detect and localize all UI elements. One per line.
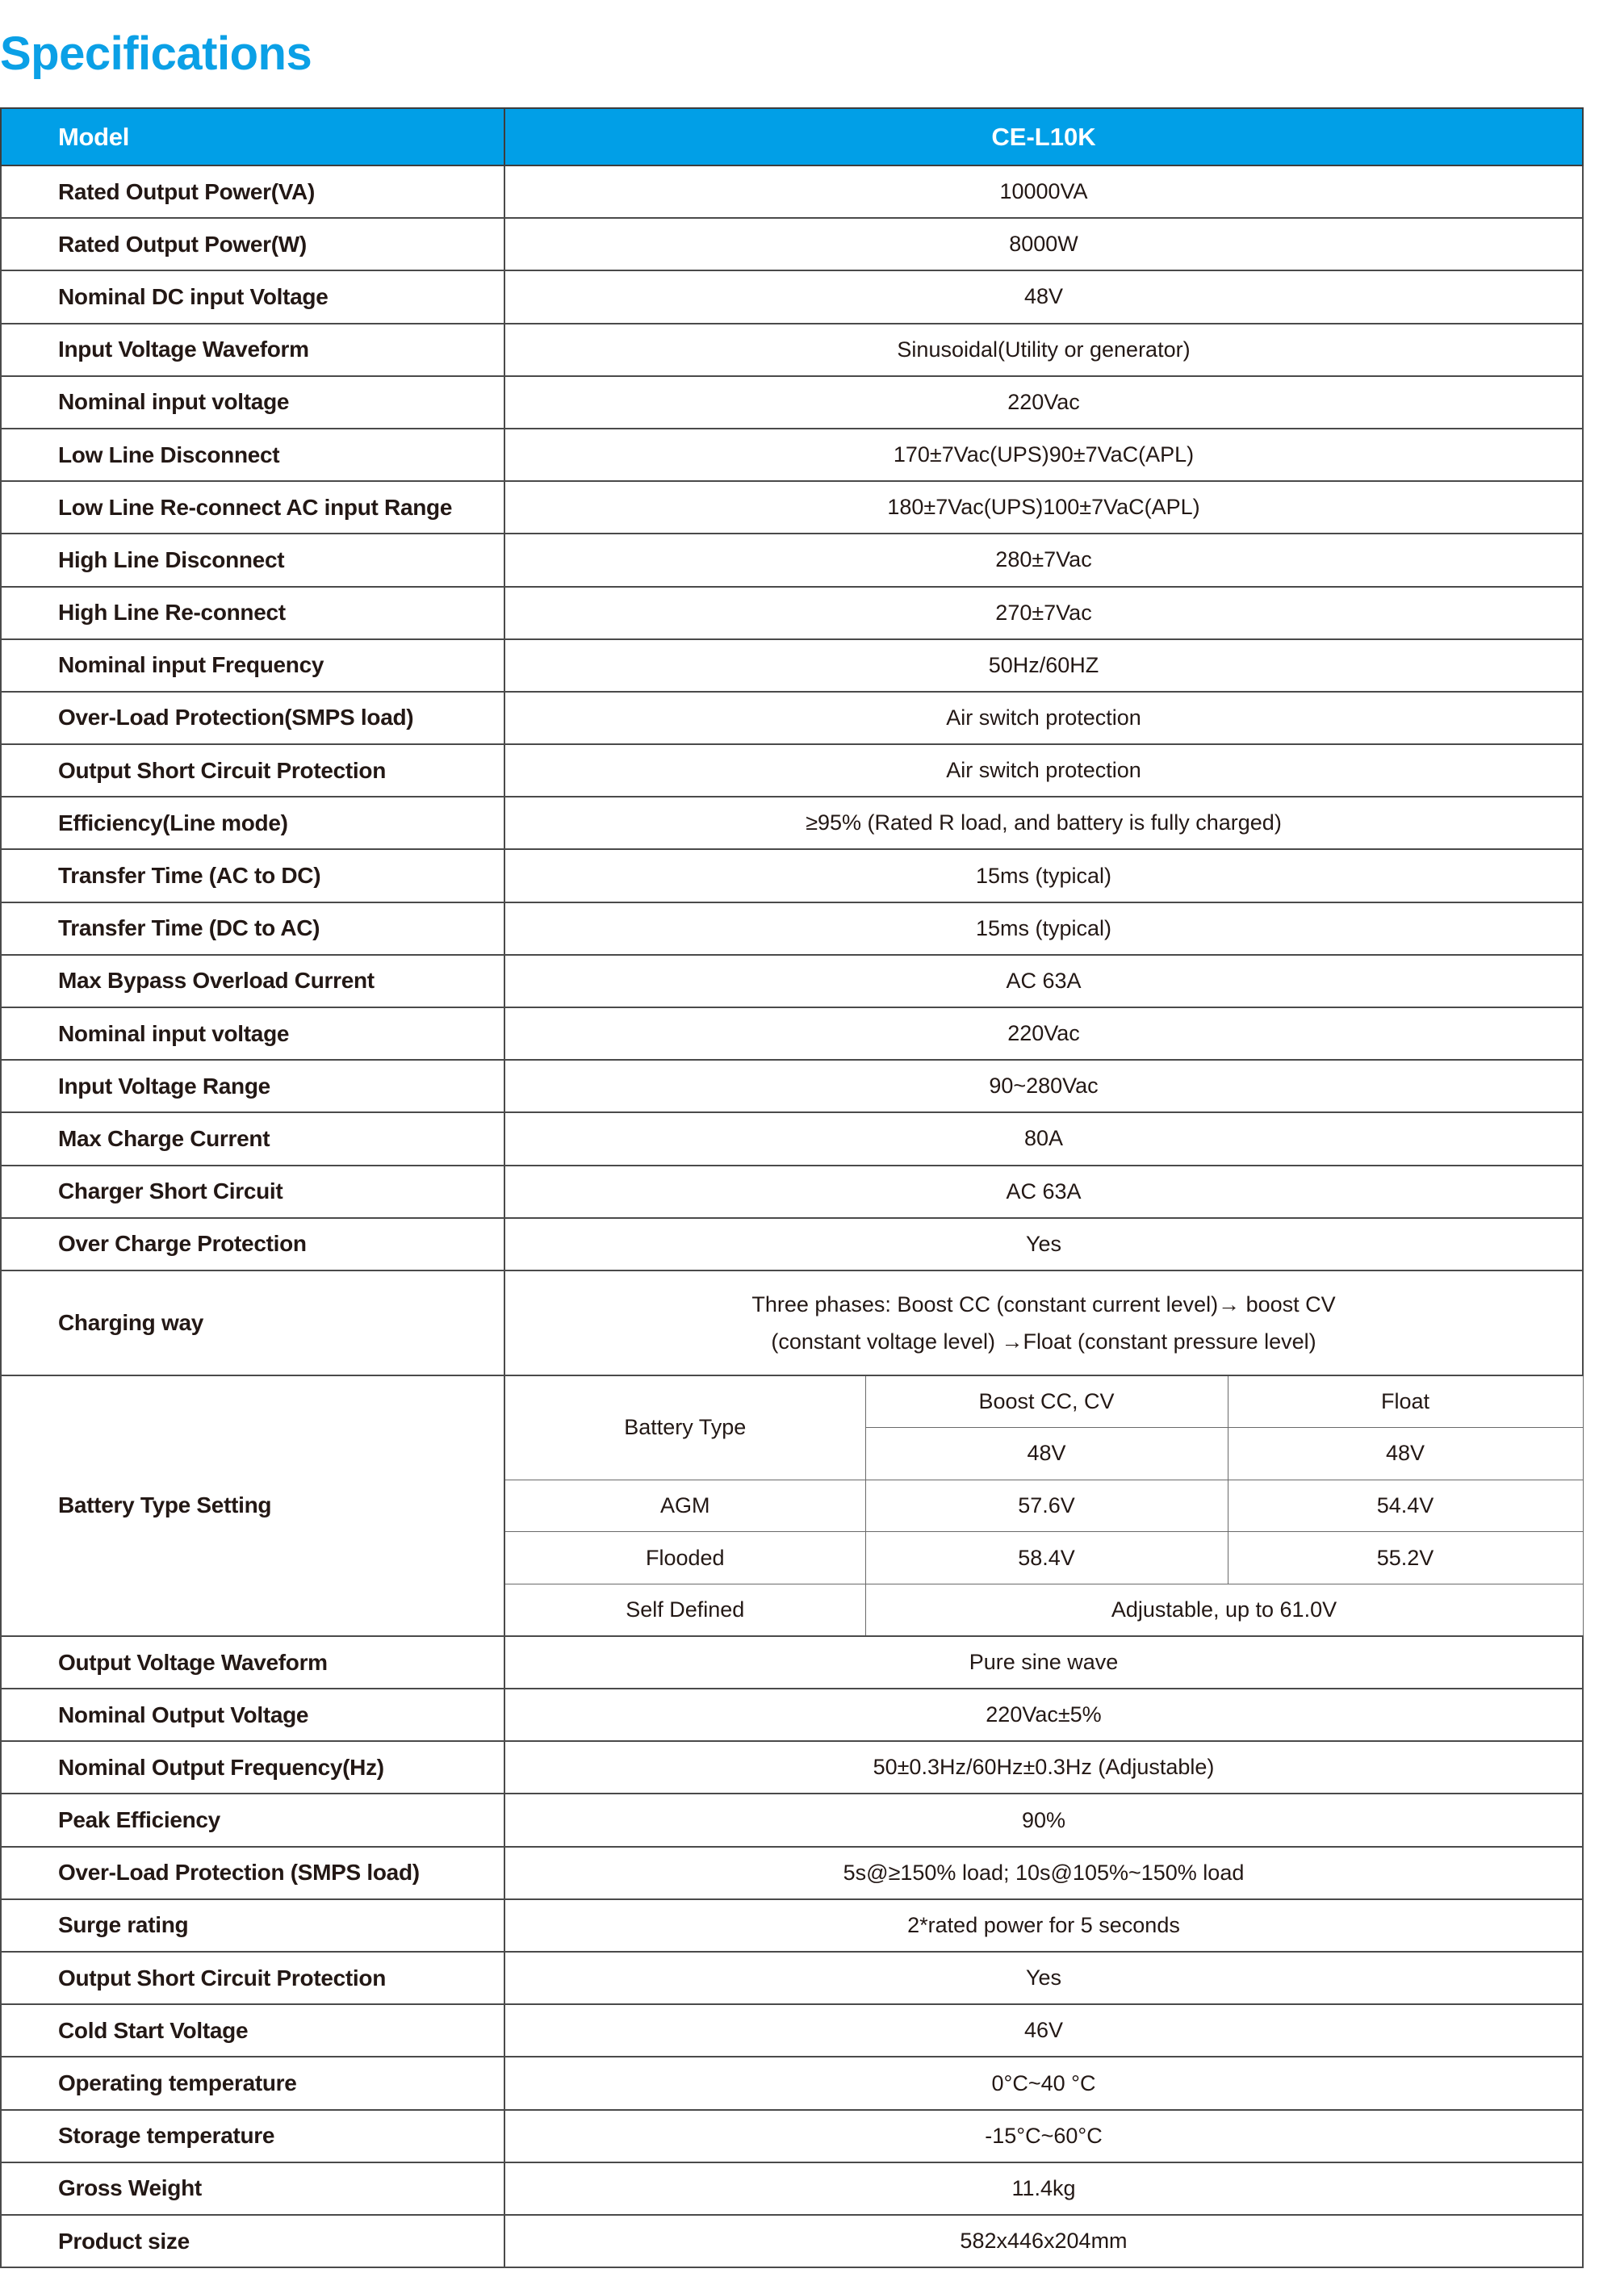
row-value: 15ms (typical) [504, 902, 1583, 955]
row-label: Nominal Output Voltage [1, 1689, 504, 1741]
table-row [1, 1060, 1583, 1112]
row-value: 0°C~40 °C [504, 2057, 1583, 2109]
row-label: Over Charge Protection [1, 1218, 504, 1270]
header-model-label: Model [1, 108, 504, 165]
row-label: Surge rating [1, 1899, 504, 1952]
table-row [1, 534, 1583, 586]
row-label: Output Short Circuit Protection [1, 1952, 504, 2004]
battery-boost-cell: 57.6V [865, 1480, 1228, 1532]
row-label: Input Voltage Waveform [1, 324, 504, 376]
row-label: Over-Load Protection (SMPS load) [1, 1847, 504, 1899]
row-label: Rated Output Power(VA) [1, 165, 504, 218]
battery-type-setting-label: Battery Type Setting [1, 1375, 504, 1636]
row-label: Peak Efficiency [1, 1794, 504, 1846]
battery-voltage-boost: 48V [865, 1428, 1228, 1480]
table-row [1, 324, 1583, 376]
header-model-value: CE-L10K [504, 108, 1583, 165]
row-value: 15ms (typical) [504, 849, 1583, 902]
table-row [1, 1847, 1583, 1899]
row-value: 10000VA [504, 165, 1583, 218]
row-label: Charger Short Circuit [1, 1166, 504, 1218]
row-label: Operating temperature [1, 2057, 504, 2109]
battery-type-cell: AGM [504, 1480, 865, 1532]
charging-way-line-1: Three phases: Boost CC (constant current level)→ boost CV [751, 1291, 1336, 1316]
table-row [1, 2057, 1583, 2109]
row-label: Transfer Time (DC to AC) [1, 902, 504, 955]
battery-float-cell: 54.4V [1228, 1480, 1583, 1532]
table-row [1, 1689, 1583, 1741]
row-label: Nominal input Frequency [1, 639, 504, 692]
table-row [1, 270, 1583, 323]
row-value: Sinusoidal(Utility or generator) [504, 324, 1583, 376]
battery-type-cell: Flooded [504, 1532, 865, 1584]
table-row [1, 797, 1583, 849]
table-row [1, 2004, 1583, 2057]
row-value: 5s@≥150% load; 10s@105%~150% load [504, 1847, 1583, 1899]
row-value: 220Vac±5% [504, 1689, 1583, 1741]
row-label: Product size [1, 2215, 504, 2267]
row-value: 582x446x204mm [504, 2215, 1583, 2267]
row-value: AC 63A [504, 1166, 1583, 1218]
charging-way-line-2: (constant voltage level) →Float (constant pressure level) [771, 1329, 1316, 1354]
battery-row-header [1, 1375, 1583, 1428]
row-label: High Line Disconnect [1, 534, 504, 586]
row-value: 90% [504, 1794, 1583, 1846]
row-label: High Line Re-connect [1, 587, 504, 639]
row-value: Air switch protection [504, 692, 1583, 744]
table-row [1, 849, 1583, 902]
row-label: Max Bypass Overload Current [1, 955, 504, 1007]
table-row [1, 2162, 1583, 2215]
table-row [1, 639, 1583, 692]
row-label: Charging way [1, 1270, 504, 1375]
row-value: 50±0.3Hz/60Hz±0.3Hz (Adjustable) [504, 1741, 1583, 1794]
spec-table [0, 107, 1584, 2268]
row-value: 90~280Vac [504, 1060, 1583, 1112]
table-row [1, 376, 1583, 429]
table-row-charging-way [1, 1270, 1583, 1375]
row-value: 220Vac [504, 1007, 1583, 1060]
table-row [1, 1636, 1583, 1689]
table-row [1, 1166, 1583, 1218]
table-row [1, 587, 1583, 639]
row-label: Cold Start Voltage [1, 2004, 504, 2057]
row-value: 220Vac [504, 376, 1583, 429]
row-value: 11.4kg [504, 2162, 1583, 2215]
table-row [1, 1952, 1583, 2004]
table-row [1, 2215, 1583, 2267]
page-title: Specifications [0, 27, 312, 80]
row-value: 170±7Vac(UPS)90±7VaC(APL) [504, 429, 1583, 481]
row-label: Nominal input voltage [1, 1007, 504, 1060]
row-value: -15°C~60°C [504, 2110, 1583, 2162]
row-label: Output Voltage Waveform [1, 1636, 504, 1689]
battery-col-boost: Boost CC, CV [865, 1375, 1228, 1428]
row-value: 270±7Vac [504, 587, 1583, 639]
battery-col-float: Float [1228, 1375, 1583, 1428]
row-value: 46V [504, 2004, 1583, 2057]
row-value: 280±7Vac [504, 534, 1583, 586]
row-value: 8000W [504, 218, 1583, 270]
battery-type-cell: Self Defined [504, 1584, 865, 1636]
row-label: Low Line Re-connect AC input Range [1, 481, 504, 534]
row-label: Input Voltage Range [1, 1060, 504, 1112]
row-value: 50Hz/60HZ [504, 639, 1583, 692]
table-row [1, 1112, 1583, 1165]
row-label: Nominal input voltage [1, 376, 504, 429]
table-row [1, 744, 1583, 797]
row-label: Storage temperature [1, 2110, 504, 2162]
table-row [1, 2110, 1583, 2162]
battery-self-defined-value: Adjustable, up to 61.0V [865, 1584, 1583, 1636]
row-label: Output Short Circuit Protection [1, 744, 504, 797]
row-label: Rated Output Power(W) [1, 218, 504, 270]
battery-boost-cell: 58.4V [865, 1532, 1228, 1584]
table-row [1, 902, 1583, 955]
row-label: Transfer Time (AC to DC) [1, 849, 504, 902]
table-row [1, 1741, 1583, 1794]
table-header-row [1, 108, 1583, 165]
row-label: Max Charge Current [1, 1112, 504, 1165]
table-row [1, 692, 1583, 744]
row-value [504, 1270, 1583, 1375]
table-row [1, 955, 1583, 1007]
row-label: Low Line Disconnect [1, 429, 504, 481]
row-label: Nominal Output Frequency(Hz) [1, 1741, 504, 1794]
row-label: Efficiency(Line mode) [1, 797, 504, 849]
table-row [1, 1794, 1583, 1846]
table-row [1, 165, 1583, 218]
battery-type-header: Battery Type [504, 1375, 865, 1480]
row-value: AC 63A [504, 955, 1583, 1007]
row-value: 80A [504, 1112, 1583, 1165]
table-row [1, 481, 1583, 534]
table-row [1, 1218, 1583, 1270]
battery-float-cell: 55.2V [1228, 1532, 1583, 1584]
row-label: Gross Weight [1, 2162, 504, 2215]
table-row [1, 1899, 1583, 1952]
table-row [1, 429, 1583, 481]
row-label: Nominal DC input Voltage [1, 270, 504, 323]
battery-voltage-float: 48V [1228, 1428, 1583, 1480]
row-value: 2*rated power for 5 seconds [504, 1899, 1583, 1952]
row-value: Yes [504, 1218, 1583, 1270]
row-value: Pure sine wave [504, 1636, 1583, 1689]
table-row [1, 1007, 1583, 1060]
row-value: 48V [504, 270, 1583, 323]
row-value: 180±7Vac(UPS)100±7VaC(APL) [504, 481, 1583, 534]
row-value: ≥95% (Rated R load, and battery is fully charged) [504, 797, 1583, 849]
row-value: Yes [504, 1952, 1583, 2004]
row-value: Air switch protection [504, 744, 1583, 797]
row-label: Over-Load Protection(SMPS load) [1, 692, 504, 744]
table-row [1, 218, 1583, 270]
